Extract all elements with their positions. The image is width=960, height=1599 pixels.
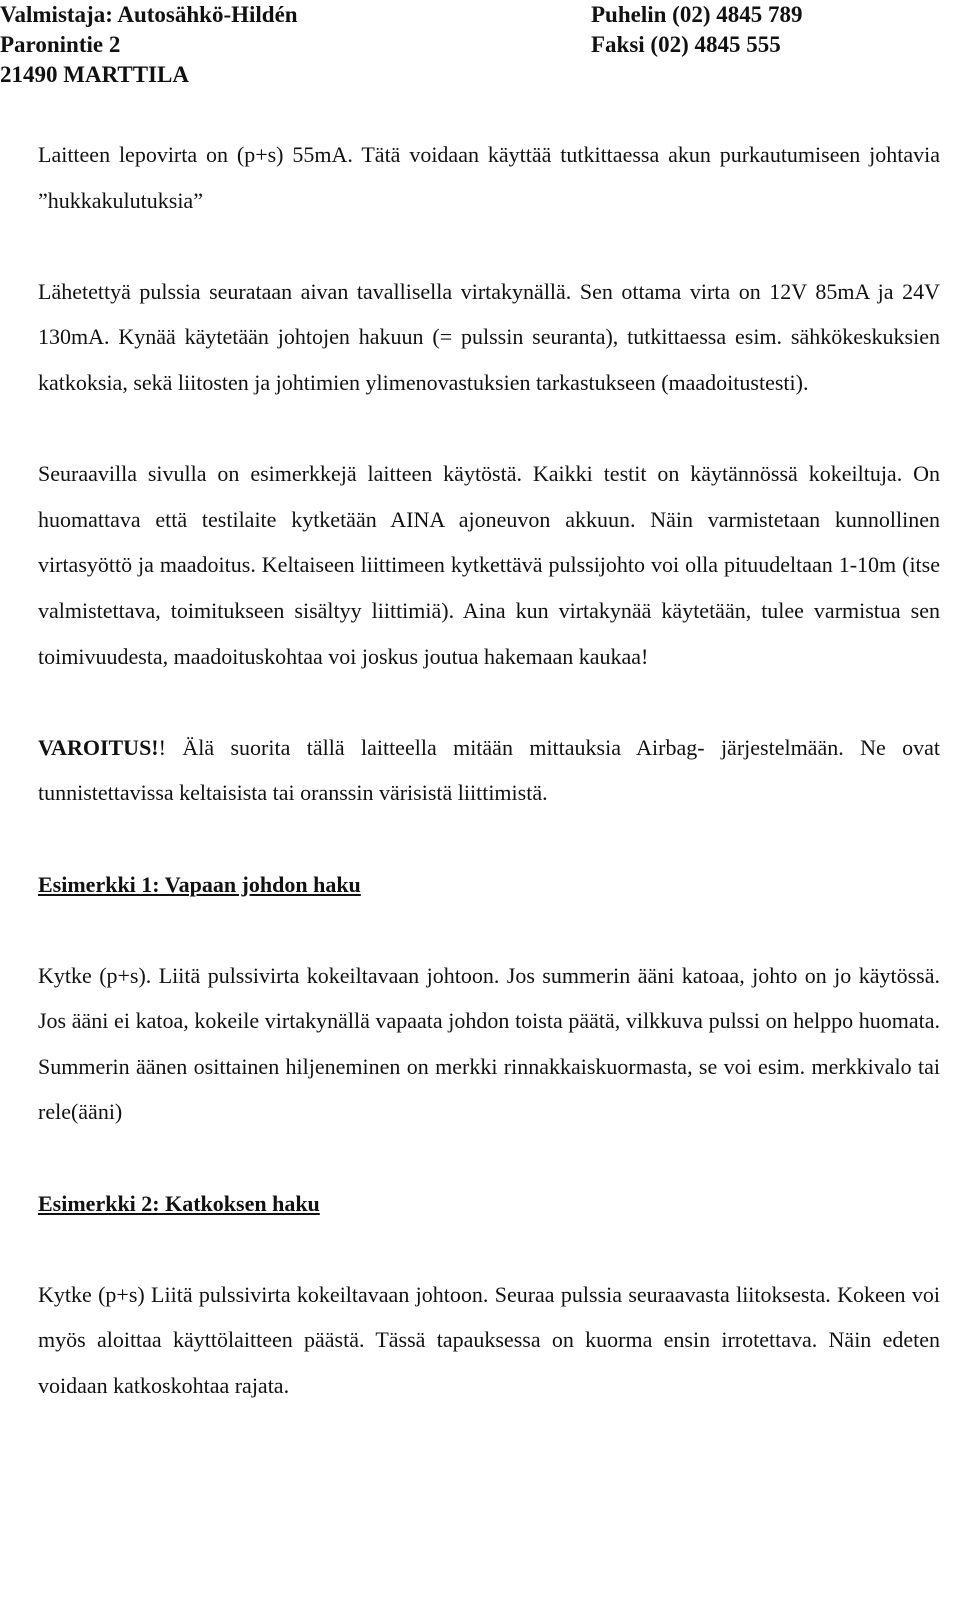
document-body <box>38 132 940 1409</box>
spacer <box>38 223 940 269</box>
phone-number: Puhelin (02) 4845 789 <box>591 2 803 27</box>
postal-city: 21490 MARTTILA <box>0 62 189 87</box>
street-address: Paronintie 2 <box>0 32 121 57</box>
spacer <box>38 907 940 953</box>
spacer <box>38 1226 940 1272</box>
paragraph-usage-notes: Seuraavilla sivulla on esimerkkejä laitteen käytöstä. Kaikki testit on käytännössä kokeiltuja. On huomattava että testilaite kytketään AINA ajoneuvon akkuun. Näin varmistetaan kunnollinen virtasyöttö ja maadoitus. Keltaiseen liittimeen kytkettävä pulssijohto voi olla pituudeltaan 1-10m (itse valmistettava, toimitukseen sisältyy liittimiä). Aina kun virtakynää käytetään, tulee varmistua sen toimivuudesta, maadoituskohtaa voi joskus joutua hakemaan kaukaa! <box>38 461 940 669</box>
spacer <box>38 679 940 725</box>
warning-label: VAROITUS! <box>38 734 159 760</box>
manufacturer-name: Valmistaja: Autosähkö-Hildén <box>0 2 298 27</box>
example-2-heading: Esimerkki 2: Katkoksen haku <box>38 1190 320 1216</box>
spacer <box>38 406 940 452</box>
paragraph-idle-current: Laitteen lepovirta on (p+s) 55mA. Tätä voidaan käyttää tutkittaessa akun purkautumiseen johtavia ”hukkakulutuksia” <box>38 142 940 213</box>
spacer <box>38 816 940 862</box>
manufacturer-address-block <box>0 0 298 90</box>
example-1-heading: Esimerkki 1: Vapaan johdon haku <box>38 871 361 897</box>
contact-block <box>591 0 802 60</box>
warning-text: ! Älä suorita tällä laitteella mitään mittauksia Airbag- järjestelmään. Ne ovat tunnistettavissa keltaisista tai oranssin värisistä liittimistä. <box>38 734 940 806</box>
spacer <box>38 1135 940 1181</box>
example-2-text: Kytke (p+s) Liitä pulssivirta kokeiltavaan johtoon. Seuraa pulssia seuraavasta liitoksesta. Kokeen voi myös aloittaa käyttölaitteen päästä. Tässä tapauksessa on kuorma ensin irrotettava. Näin edeten voidaan katkoskohtaa rajata. <box>38 1281 940 1399</box>
example-1-text: Kytke (p+s). Liitä pulssivirta kokeiltavaan johtoon. Jos summerin ääni katoaa, johto on jo käytössä. Jos ääni ei katoa, kokeile virtakynällä vapaata johdon toista päätä, vilkkuva pulssi on helppo huomata. Summerin äänen osittainen hiljeneminen on merkki rinnakkaiskuormasta, se voi esim. merkkivalo tai rele(ääni) <box>38 962 940 1125</box>
paragraph-current-pen: Lähetettyä pulssia seurataan aivan tavallisella virtakynällä. Sen ottama virta on 12V 85mA ja 24V 130mA. Kynää käytetään johtojen hakuun (= pulssin seuranta), tutkittaessa esim. sähkökeskuksien katkoksia, sekä liitosten ja johtimien ylimenovastuksien tarkastukseen (maadoitustesti). <box>38 278 940 395</box>
fax-number: Faksi (02) 4845 555 <box>591 32 781 57</box>
warning-paragraph <box>38 725 940 816</box>
